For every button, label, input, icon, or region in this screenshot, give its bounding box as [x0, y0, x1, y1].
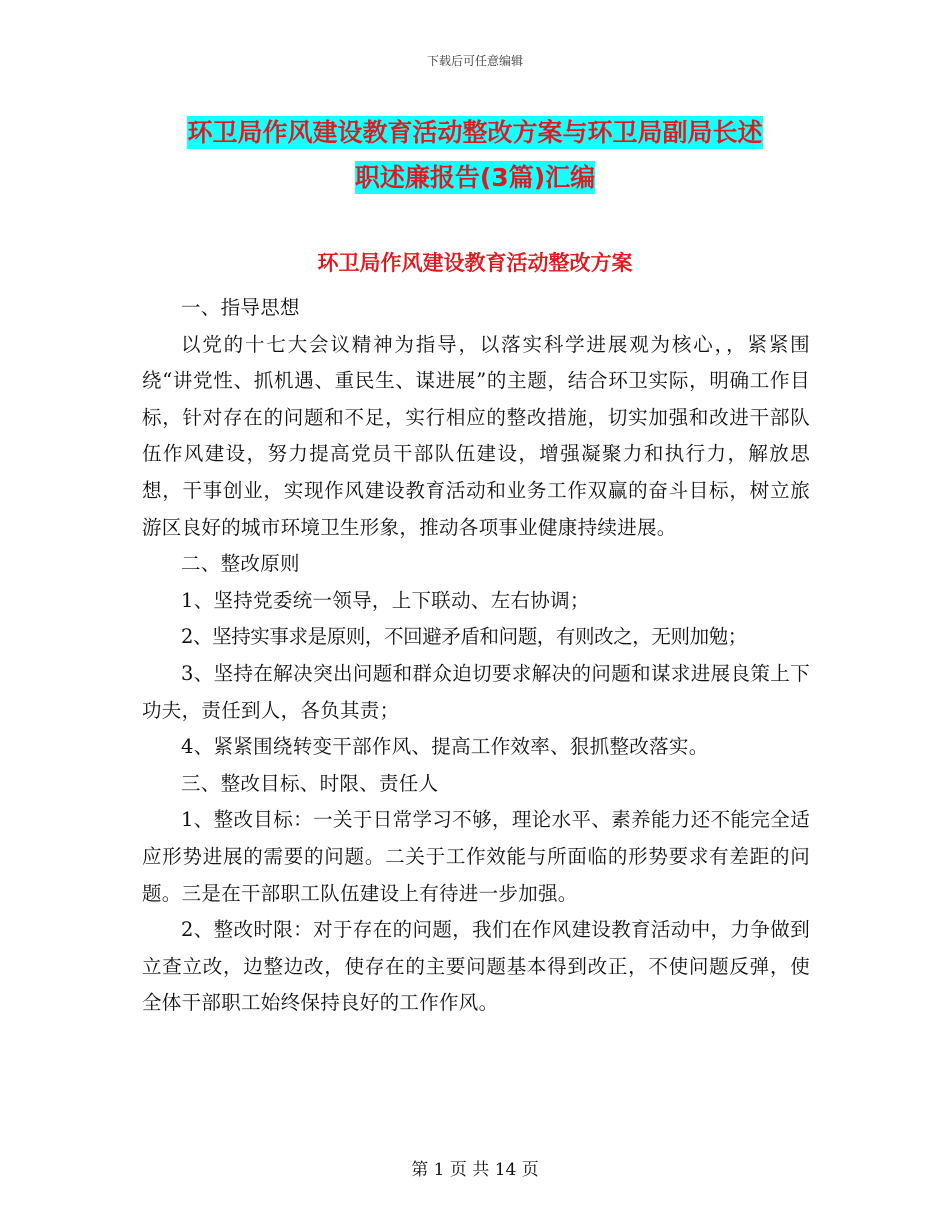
paragraph: 2、坚持实事求是原则，不回避矛盾和问题，有则改之，无则加勉；: [181, 625, 747, 649]
paragraph: 4、紧紧围绕转变干部作风、提高工作效率、狠抓整改落实。: [181, 735, 709, 759]
header-note: 下载后可任意编辑: [426, 54, 523, 68]
page-footer: 第 1 页 共 14 页: [411, 1160, 539, 1180]
paragraph: 1、整改目标：一关于日常学习不够，理论水平、素养能力还不能完全适应形势进展的需要的问题。二关于工作效能与所面临的形势要求有差距的问题。三是在干部职工队伍建设上有待进一步加强。: [142, 808, 810, 905]
document-title-line-2: 职述廉报告(3篇)汇编: [354, 163, 596, 192]
document-title-line-1: 环卫局作风建设教育活动整改方案与环卫局副局长述: [187, 118, 763, 147]
paragraph-heading-targets: 三、整改目标、时限、责任人: [181, 771, 439, 795]
paragraph-heading-guiding-thought: 一、指导思想: [181, 296, 300, 319]
section-title: 环卫局作风建设教育活动整改方案: [317, 251, 633, 275]
paragraph: 以党的十七大会议精神为指导，以落实科学进展观为核心，，紧紧围绕“讲党性、抓机遇、重民生、谋进展”的主题，结合环卫实际，明确工作目标，针对存在的问题和不足，实行相应的整改措施，切实加强和改进干部队伍作风建设，努力提高党员干部队伍建设，增强凝聚力和执行力，解放思想，干事创业，实现作风建设教育活动和业务工作双赢的奋斗目标，树立旅游区良好的城市环境卫生形象，推动各项事业健康持续进展。: [142, 332, 810, 539]
body-text: [142, 290, 810, 1022]
paragraph: 1、坚持党委统一领导，上下联动、左右协调；: [181, 588, 590, 612]
paragraph: 3、坚持在解决突出问题和群众迫切要求解决的问题和谋求进展良策上下功夫，责任到人，各负其责；: [142, 661, 810, 722]
paragraph-heading-principles: 二、整改原则: [181, 552, 300, 576]
document-title: [140, 110, 810, 200]
paragraph: 2、整改时限：对于存在的问题，我们在作风建设教育活动中，力争做到立查立改，边整边改，使存在的主要问题基本得到改正，不使问题反弹，使全体干部职工始终保持良好的工作作风。: [142, 918, 810, 1015]
